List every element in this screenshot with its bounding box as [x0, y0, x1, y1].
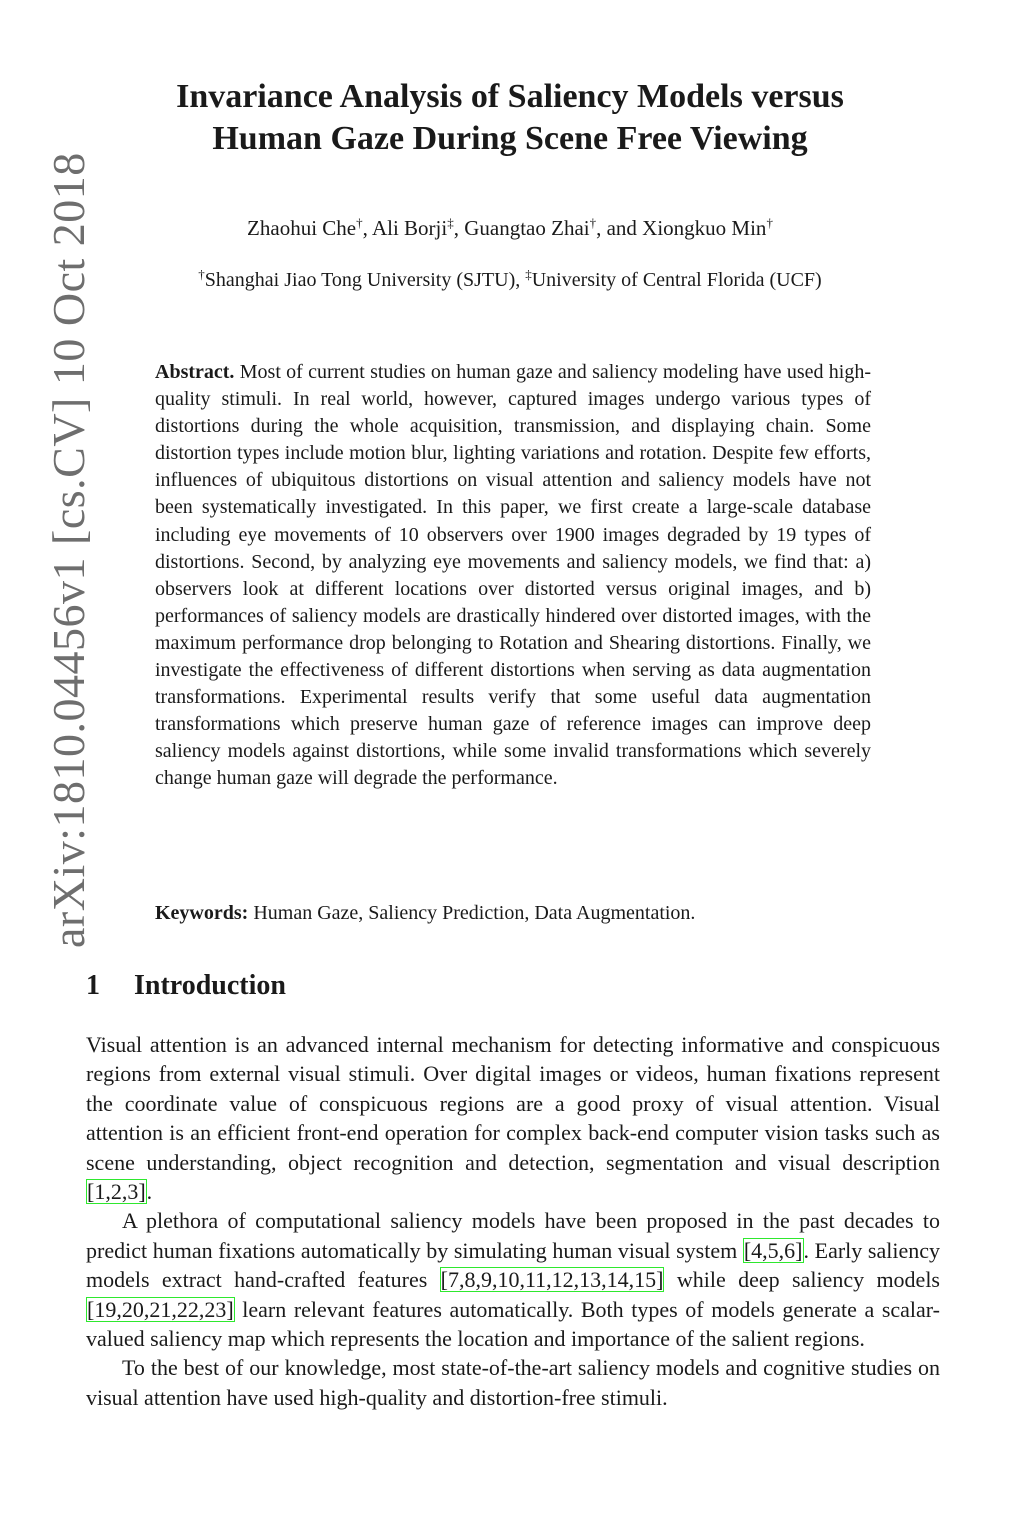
author-name: Guangtao Zhai [464, 216, 590, 240]
title-line-1: Invariance Analysis of Saliency Models versus [176, 78, 844, 115]
paragraph [86, 1206, 940, 1353]
author-list: Zhaohui Che†, Ali Borji‡, Guangtao Zhai†, and Xiongkuo Min† [247, 215, 773, 240]
section-heading [86, 970, 286, 1002]
section-title: Introduction [134, 970, 286, 1001]
author-mark: † [766, 215, 773, 230]
affiliation-mark: ‡ [525, 266, 532, 282]
citation-link[interactable]: [19,20,21,22,23] [87, 1296, 234, 1322]
paragraph [86, 1030, 940, 1206]
affiliation-sjtu: Shanghai Jiao Tong University (SJTU), [204, 269, 526, 291]
author-name: Xiongkuo Min [642, 216, 767, 240]
section-number: 1 [86, 970, 100, 1001]
paragraph [86, 1353, 940, 1412]
abstract [155, 359, 871, 793]
keywords-text: Human Gaze, Saliency Prediction, Data Augmentation. [253, 902, 696, 924]
author-name: Ali Borji [371, 216, 448, 240]
affiliation-ucf: University of Central Florida (UCF) [531, 269, 822, 291]
author-mark: † [589, 215, 597, 230]
affiliation-mark: † [198, 266, 205, 282]
abstract-label: Abstract. [155, 361, 235, 383]
introduction-body [86, 1030, 940, 1412]
citation-link[interactable]: [7,8,9,10,11,12,13,14,15] [440, 1267, 664, 1293]
paragraph-text: . Early saliency models extract hand-crafted features [86, 1237, 940, 1293]
title-line-2: Human Gaze During Scene Free Viewing [212, 120, 808, 157]
paragraph-text: learn relevant features automatically. Both types of models generate a scalar-valued saliency map which represents the location and importance of the salient regions. [86, 1296, 940, 1352]
paper-title [80, 76, 940, 160]
keywords [155, 900, 871, 927]
paragraph-text: while deep saliency models [676, 1267, 940, 1293]
keywords-label: Keywords: [155, 902, 249, 924]
paragraph-text: Visual attention is an advanced internal mechanism for detecting informative and conspicuous regions from external visual stimuli. Over digital images or videos, human fixations represent the coordinate value of conspicuous regions are a good proxy of visual attention. Visual attention is an efficient front-end operation for complex back-end computer vision tasks such as scene understanding, object recognition and detection, segmentation and visual description [86, 1032, 940, 1175]
citation-link[interactable]: [1,2,3] [87, 1179, 146, 1205]
paragraph-end: . [146, 1179, 153, 1205]
author-mark: † [356, 215, 363, 230]
author-name: Zhaohui Che [247, 216, 357, 240]
arxiv-identifier: arXiv:1810.04456v1 [cs.CV] 10 Oct 2018 [43, 152, 94, 948]
paragraph-text: To the best of our knowledge, most state-of-the-art saliency models and cognitive studies on visual attention have used high-quality and distortion-free stimuli. [86, 1355, 940, 1410]
citation-link[interactable]: [4,5,6] [743, 1237, 803, 1263]
author-mark: ‡ [447, 215, 454, 230]
affiliations [80, 266, 940, 292]
paragraph-text: A plethora of computational saliency models have been proposed in the past decades to predict human fixations automatically by simulating human visual system [86, 1208, 940, 1263]
abstract-text: Most of current studies on human gaze and saliency modeling have used high-quality stimuli. In real world, however, captured images undergo various types of distortions during the whole acquisition, transmission, and displaying chain. Some distortion types include motion blur, lighting variations and rotation. Despite few efforts, influences of ubiquitous distortions on visual attention and saliency models have not been systematically investigated. In this paper, we first create a large-scale database including eye movements of 10 observers over 1900 images degraded by 19 types of distortions. Second, by analyzing eye movements and saliency models, we find that: a) observers look at different locations over distorted versus original images, and b) performances of saliency models are drastically hindered over distorted images, with the maximum performance drop belonging to Rotation and Shearing distortions. Finally, we investigate the effectiveness of different distortions when serving as data augmentation transformations. Experimental results verify that some useful data augmentation transformations which preserve human gaze of reference images can improve deep saliency models against distortions, while some invalid transformations which severely change human gaze will degrade the performance. [155, 361, 872, 790]
